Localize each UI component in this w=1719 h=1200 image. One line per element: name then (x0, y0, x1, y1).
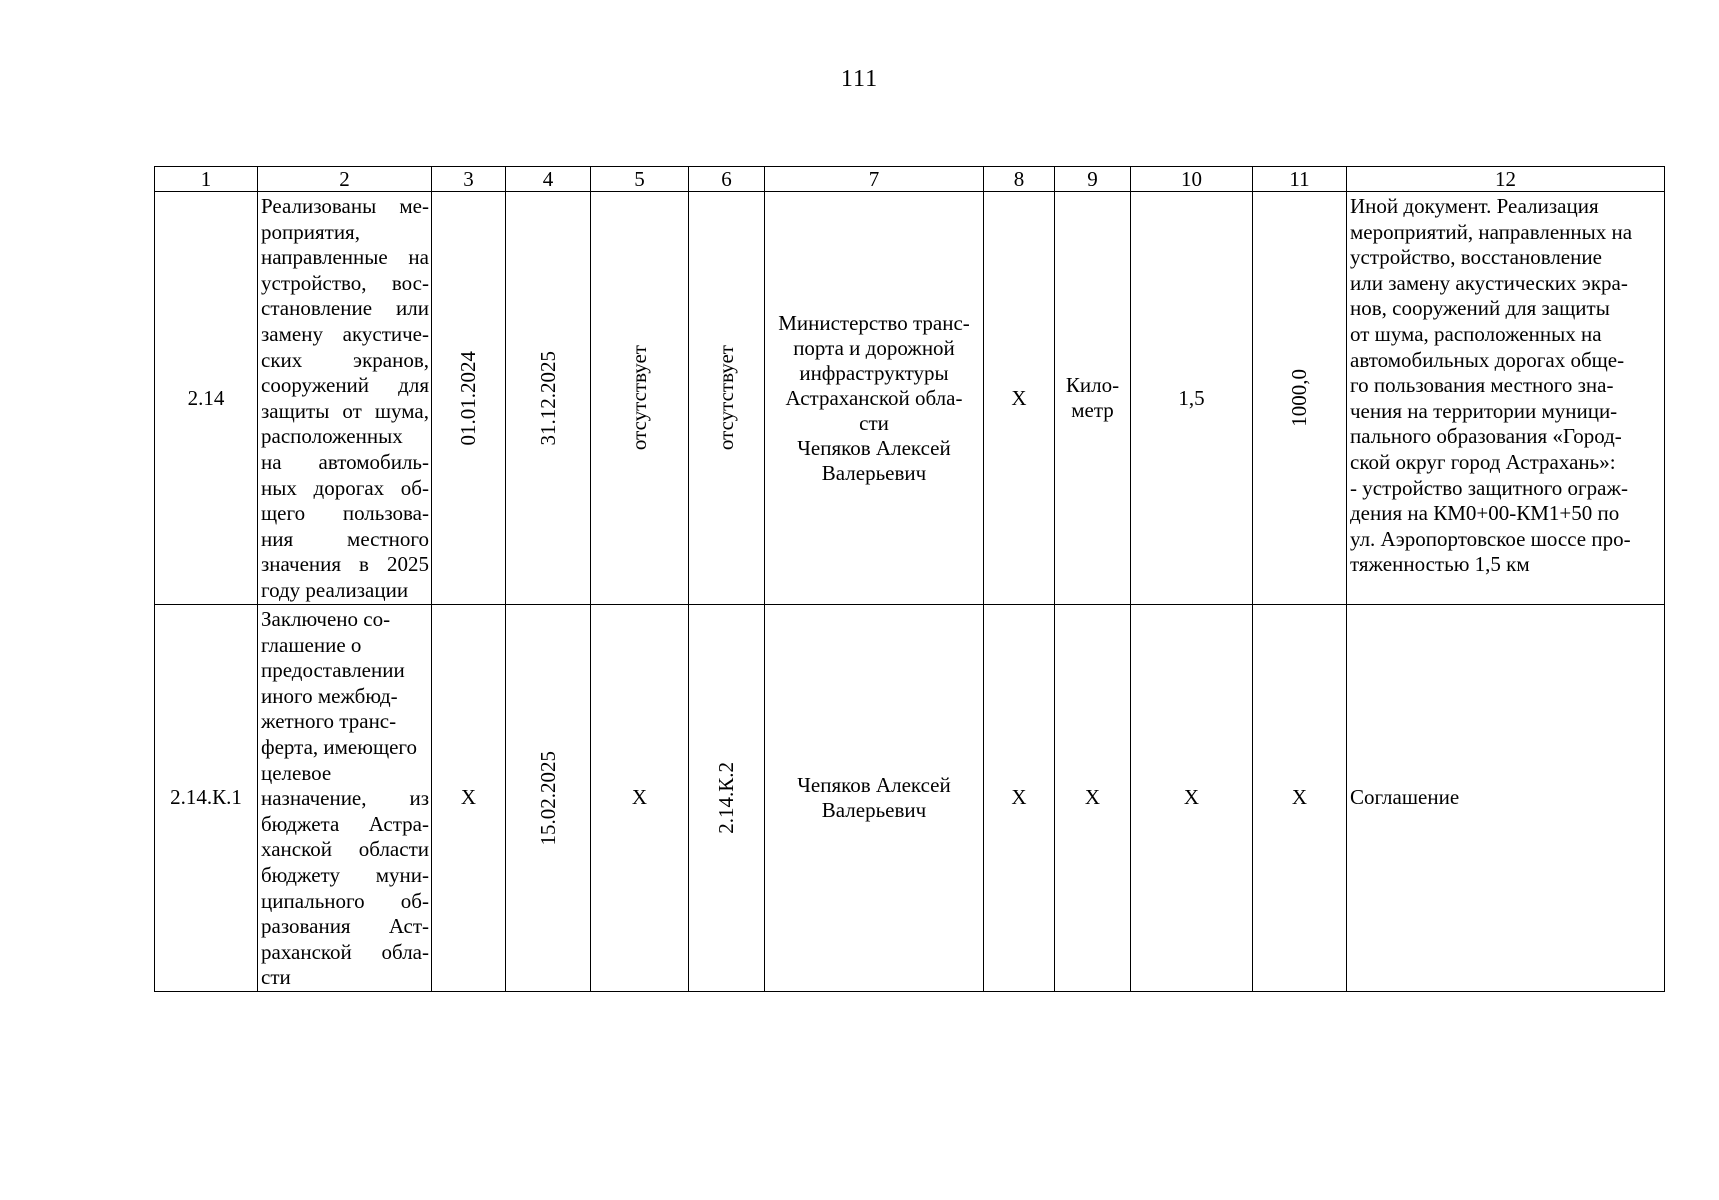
text-line: устройство, восстановление (1350, 245, 1602, 270)
col8-value: X (984, 192, 1055, 605)
text-line: нов, сооружений для защиты (1350, 296, 1610, 321)
document-description (1347, 192, 1665, 605)
column-header: 6 (689, 167, 765, 192)
column-header: 1 (155, 167, 258, 192)
result-description (258, 192, 432, 605)
text-line: Иной документ. Реализация (1350, 194, 1599, 218)
column-header: 10 (1131, 167, 1253, 192)
text-line: на автомобиль- (261, 449, 429, 474)
text-line: Заключено со- (261, 607, 391, 631)
text-line: защиты от шума, (261, 398, 429, 423)
text-line: ских экранов, (261, 347, 429, 372)
text-line: сти (859, 410, 889, 435)
text-line: ных дорогах об- (261, 475, 429, 500)
text-line: автомобильных дорогах обще- (1350, 347, 1625, 372)
text-line: ферта, имеющего (261, 734, 418, 759)
text-line: дения на КМ0+00-КМ1+50 по (1350, 501, 1620, 526)
col3-value: X (432, 605, 506, 992)
table-row (155, 192, 1665, 605)
text-line: сти (261, 965, 291, 990)
text-line: го пользования местного зна- (1350, 373, 1614, 398)
column-header: 9 (1055, 167, 1131, 192)
unit-cell (1055, 192, 1131, 605)
item-number: 2.14 (155, 192, 258, 605)
text-line: Кило- (1065, 373, 1120, 397)
item-number: 2.14.К.1 (155, 605, 258, 992)
measures-table (154, 166, 1665, 992)
col6-cell (689, 605, 765, 992)
text-line: году реализации (261, 577, 409, 602)
column-header: 2 (258, 167, 432, 192)
text-line: или замену акустических экра- (1350, 270, 1628, 295)
responsible-cell (765, 192, 984, 605)
text-line: расположенных (261, 424, 403, 449)
text-line: ния местного (261, 526, 429, 551)
text-line: ул. Аэропортовское шоссе про- (1350, 526, 1631, 551)
header-row (155, 167, 1665, 192)
result-description (258, 605, 432, 992)
text-line: бюджета Астра- (261, 811, 429, 836)
text-line: бюджету муни- (261, 862, 429, 887)
text-line: ципального об- (261, 888, 429, 913)
col6-cell (689, 192, 765, 605)
amount-value: 1000,0 (1287, 369, 1311, 427)
text-line: роприятия, (261, 219, 360, 244)
text-line: Валерьевич (821, 797, 927, 822)
column-header: 5 (591, 167, 689, 192)
text-line: жетного транс- (261, 709, 397, 734)
text-line: Министерство транс- (778, 310, 970, 335)
text-line: сооружений для (261, 373, 429, 398)
quantity-value: 1,5 (1131, 192, 1253, 605)
text-line: направленные на (261, 245, 429, 270)
col6-value: отсутствует (714, 345, 738, 451)
text-line: Чепяков Алексей (797, 772, 951, 797)
text-line: становление или (261, 296, 429, 321)
column-header: 12 (1347, 167, 1665, 192)
end-date-cell (506, 605, 591, 992)
text-line: раханской обла- (261, 939, 429, 964)
text-line: замену акустиче- (261, 321, 429, 346)
col5-value: отсутствует (627, 345, 651, 451)
text-line: пального образования «Город- (1350, 424, 1622, 449)
text-line: от шума, расположенных на (1350, 321, 1602, 346)
col8-value: X (984, 605, 1055, 992)
column-header: 11 (1253, 167, 1347, 192)
end-date: 15.02.2025 (535, 750, 560, 846)
text-line: назначение, из (261, 786, 429, 811)
text-line: - устройство защитного ограж- (1350, 475, 1628, 500)
responsible-cell (765, 605, 984, 992)
column-header: 8 (984, 167, 1055, 192)
column-header: 3 (432, 167, 506, 192)
text-line: предоставлении (261, 658, 405, 683)
end-date: 31.12.2025 (535, 350, 560, 446)
text-line: Чепяков Алексей (797, 435, 951, 460)
quantity-value: X (1131, 605, 1253, 992)
text-line: ской округ город Астрахань»: (1350, 449, 1616, 474)
amount-value: X (1253, 605, 1347, 992)
document-type: Соглашение (1347, 605, 1665, 992)
table-row (155, 605, 1665, 992)
text-line: тяженностью 1,5 км (1350, 552, 1530, 577)
text-line: чения на территории муници- (1350, 398, 1618, 423)
page-number: 111 (840, 66, 879, 92)
linked-item-number: 2.14.К.2 (714, 762, 738, 834)
text-line: целевое (261, 760, 332, 785)
unit-value: X (1055, 605, 1131, 992)
text-line: иного межбюд- (261, 683, 398, 708)
col5-value: X (591, 605, 689, 992)
text-line: метр (1071, 398, 1114, 422)
text-line: значения в 2025 (261, 552, 429, 577)
column-header: 7 (765, 167, 984, 192)
end-date-cell (506, 192, 591, 605)
col5-cell (591, 192, 689, 605)
text-line: щего пользова- (261, 501, 429, 526)
start-date: 01.01.2024 (456, 350, 480, 446)
text-line: глашение о (261, 632, 362, 657)
text-line: мероприятий, направленных на (1350, 219, 1633, 244)
column-header: 4 (506, 167, 591, 192)
text-line: Валерьевич (821, 460, 927, 485)
text-line: Астраханской обла- (785, 385, 963, 410)
text-line: устройство, вос- (261, 270, 429, 295)
text-line: инфраструктуры (799, 360, 949, 385)
amount-cell (1253, 192, 1347, 605)
text-line: ханской области (261, 837, 429, 862)
text-line: Реализованы ме- (261, 194, 429, 218)
text-line: порта и дорожной (793, 335, 955, 360)
start-date-cell (432, 192, 506, 605)
text-line: разования Аст- (261, 914, 429, 939)
